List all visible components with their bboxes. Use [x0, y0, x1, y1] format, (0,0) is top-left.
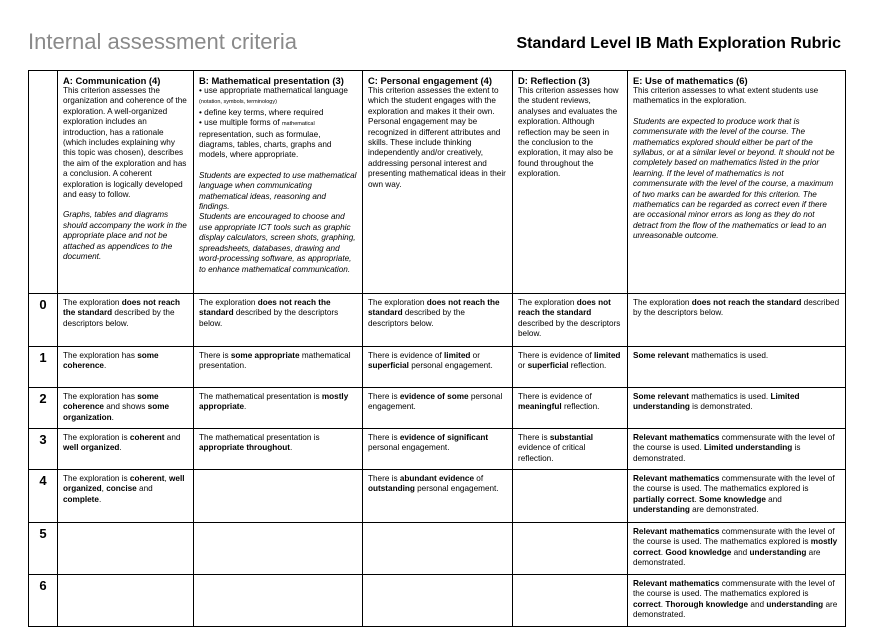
- criteria-header-row: [29, 71, 846, 294]
- descriptor-cell: There is evidence of significant personal engagement.: [363, 429, 513, 470]
- criterion-e-title: E: Use of mathematics (6): [633, 75, 748, 86]
- descriptor-cell: There is evidence of some personal engagement.: [363, 388, 513, 429]
- descriptor-cell: There is substantial evidence of critical reflection.: [513, 429, 628, 470]
- criterion-e-cell: [628, 71, 846, 294]
- rubric-table: [28, 70, 846, 627]
- level-number: 3: [29, 429, 58, 470]
- level-row-1: [29, 347, 846, 388]
- criterion-b-bullet-3: • use multiple forms of mathematical representation, such as formulae, diagrams, tables, charts, graphs and models, where appropriate.: [199, 118, 332, 160]
- criterion-b-title: B: Mathematical presentation (3): [199, 75, 344, 86]
- level-row-6: [29, 575, 846, 627]
- descriptor-cell-empty: [513, 575, 628, 627]
- descriptor-cell: The exploration has some coherence and shows some organization.: [58, 388, 194, 429]
- rubric-title: Standard Level IB Math Exploration Rubric: [516, 35, 841, 52]
- descriptor-cell: The exploration does not reach the standard described by the descriptors below.: [58, 294, 194, 347]
- descriptor-cell-empty: [194, 575, 363, 627]
- level-number: 5: [29, 523, 58, 575]
- descriptor-cell: Relevant mathematics commensurate with the level of the course is used. The mathematics explored is mostly correct. Good knowledge and understanding are demonstrated.: [628, 523, 846, 575]
- criterion-b-bullet-1: • use appropriate mathematical language (notation, symbols, terminology): [199, 86, 348, 106]
- descriptor-cell: Some relevant mathematics is used.: [628, 347, 846, 388]
- descriptor-cell-empty: [513, 523, 628, 575]
- criterion-b-note-2: Students are encouraged to choose and use appropriate ICT tools such as graphic display calculators, screen shots, graphing, spreadsheets, databases, drawing and word-processing software, as appropriate, to enhance mathematical communication.: [199, 212, 356, 274]
- level-number: 0: [29, 294, 58, 347]
- descriptor-cell: There is evidence of limited or superficial reflection.: [513, 347, 628, 388]
- criterion-a-cell: [58, 71, 194, 294]
- page-title: Internal assessment criteria: [28, 29, 297, 54]
- level-row-4: [29, 470, 846, 523]
- descriptor-cell: Some relevant mathematics is used. Limited understanding is demonstrated.: [628, 388, 846, 429]
- level-number: 4: [29, 470, 58, 523]
- descriptor-cell-empty: [363, 575, 513, 627]
- document-header: [0, 0, 876, 70]
- criterion-d-description: This criterion assesses how the student reviews, analyses and evaluates the exploration. Although reflection may be seen in the conclusion to the exploration, it may also be found throughout the exploration.: [518, 86, 619, 179]
- descriptor-cell: The mathematical presentation is appropriate throughout.: [194, 429, 363, 470]
- descriptor-cell: The mathematical presentation is mostly appropriate.: [194, 388, 363, 429]
- criterion-b-cell: [194, 71, 363, 294]
- descriptor-cell: The exploration is coherent and well organized.: [58, 429, 194, 470]
- criterion-c-cell: [363, 71, 513, 294]
- criterion-e-note: Students are expected to produce work that is commensurate with the level of the course. The mathematics explored should either be part of the syllabus, or at a similar level or beyond. It should not be completely based on mathematics listed in the prior learning. If the level of mathematics is not commensurate with the level of the course, a maximum of two marks can be awarded for this criterion. The mathematics can be regarded as correct even if there are occasional minor errors as long as they do not detract from the flow of the mathematics or lead to an unreasonable outcome.: [633, 116, 835, 241]
- criterion-b-bullet-2: • define key terms, where required: [199, 107, 324, 117]
- descriptor-cell-empty: [363, 523, 513, 575]
- level-row-0: [29, 294, 846, 347]
- descriptor-cell-empty: [194, 470, 363, 523]
- descriptor-cell: There is evidence of limited or superficial personal engagement.: [363, 347, 513, 388]
- criterion-d-cell: [513, 71, 628, 294]
- descriptor-cell: There is some appropriate mathematical presentation.: [194, 347, 363, 388]
- descriptor-cell-empty: [58, 523, 194, 575]
- level-row-2: [29, 388, 846, 429]
- descriptor-cell: The exploration is coherent, well organized, concise and complete.: [58, 470, 194, 523]
- descriptor-cell-empty: [194, 523, 363, 575]
- level-row-5: [29, 523, 846, 575]
- level-row-3: [29, 429, 846, 470]
- descriptor-cell: Relevant mathematics commensurate with the level of the course is used. The mathematics explored is correct. Thorough knowledge and understanding are demonstrated.: [628, 575, 846, 627]
- level-header-cell: [29, 71, 58, 294]
- descriptor-cell: The exploration does not reach the standard described by the descriptors below.: [628, 294, 846, 347]
- descriptor-cell: Relevant mathematics commensurate with the level of the course is used. Limited understanding is demonstrated.: [628, 429, 846, 470]
- descriptor-cell-empty: [58, 575, 194, 627]
- criterion-a-title: A: Communication (4): [63, 75, 161, 86]
- criterion-d-title: D: Reflection (3): [518, 75, 590, 86]
- criterion-c-title: C: Personal engagement (4): [368, 75, 492, 86]
- criterion-b-note-1: Students are expected to use mathematical language when communicating mathematical ideas, reasoning and findings.: [199, 170, 357, 212]
- level-number: 6: [29, 575, 58, 627]
- descriptor-cell: The exploration does not reach the standard described by the descriptors below.: [513, 294, 628, 347]
- criterion-a-note: Graphs, tables and diagrams should accompany the work in the appropriate place and not be attached as appendices to the document.: [63, 210, 187, 262]
- descriptor-cell-empty: [513, 470, 628, 523]
- criterion-c-description: This criterion assesses the extent to which the student engages with the exploration and makes it their own. Personal engagement may be recognized in different attributes and skills. These include thinking independently and/or creatively, addressing personal interest and presenting mathematical ideas in their own way.: [368, 86, 506, 189]
- descriptor-cell: The exploration does not reach the standard described by the descriptors below.: [194, 294, 363, 347]
- descriptor-cell: The exploration has some coherence.: [58, 347, 194, 388]
- descriptor-cell: The exploration does not reach the standard described by the descriptors below.: [363, 294, 513, 347]
- criterion-e-description: This criterion assesses to what extent students use mathematics in the exploration.: [633, 86, 819, 106]
- level-number: 1: [29, 347, 58, 388]
- criterion-a-description: This criterion assesses the organization and coherence of the exploration. A well-organized exploration includes an introduction, has a rationale (which includes explaining why this topic was chosen), describes the aim of the exploration and has a conclusion. A coherent exploration is logically developed and easy to follow.: [63, 86, 187, 200]
- descriptor-cell: Relevant mathematics commensurate with the level of the course is used. The mathematics explored is partially correct. Some knowledge and understanding are demonstrated.: [628, 470, 846, 523]
- descriptor-cell: There is abundant evidence of outstanding personal engagement.: [363, 470, 513, 523]
- level-number: 2: [29, 388, 58, 429]
- descriptor-cell: There is evidence of meaningful reflection.: [513, 388, 628, 429]
